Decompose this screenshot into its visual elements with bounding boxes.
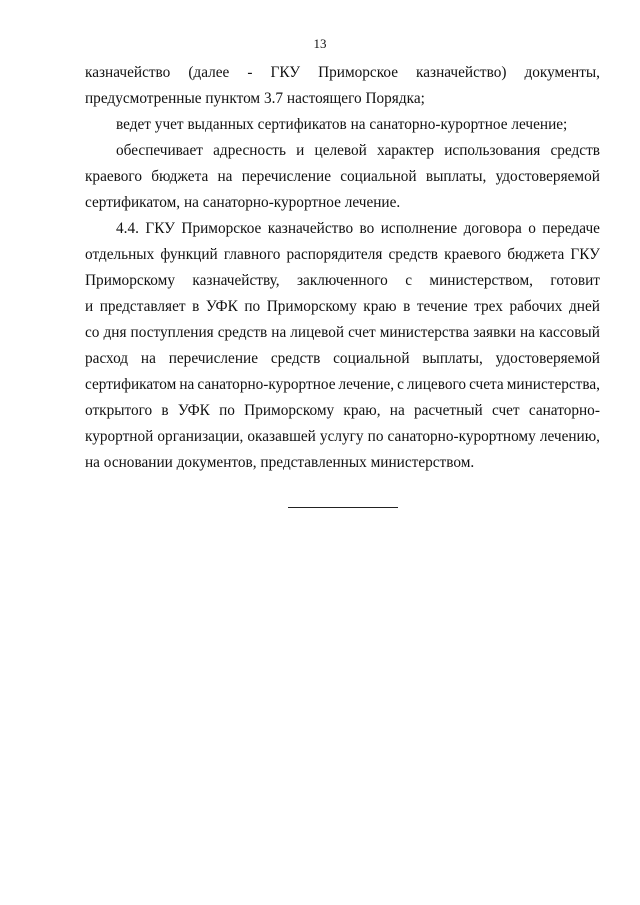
text-line: расход на перечисление средств социальной выплаты, удостоверяемой	[85, 350, 600, 367]
text-line: краевого бюджета на перечисление социальной выплаты, удостоверяемой	[85, 168, 600, 185]
paragraph-first-line: ведет учет выданных сертификатов на санаторно-курортное лечение;	[116, 116, 568, 133]
paragraph-first-line: 4.4. ГКУ Приморское казначейство во исполнение договора о передаче	[116, 220, 600, 237]
text-line: Приморскому казначейству, заключенного с министерством, готовит	[85, 272, 600, 289]
text-line: казначейство (далее - ГКУ Приморское казначейство) документы,	[85, 64, 600, 81]
end-separator-line	[288, 507, 398, 508]
paragraph-first-line: обеспечивает адресность и целевой характер использования средств	[116, 142, 600, 159]
text-line: сертификатом, на санаторно-курортное лечение.	[85, 194, 401, 211]
text-line: предусмотренные пунктом 3.7 настоящего Порядка;	[85, 90, 425, 107]
text-line: и представляет в УФК по Приморскому краю в течение трех рабочих дней	[85, 298, 600, 315]
text-line: на основании документов, представленных министерством.	[85, 454, 475, 471]
text-line: курортной организации, оказавшей услугу по санаторно-курортному лечению,	[85, 428, 600, 445]
text-line: отдельных функций главного распорядителя средств краевого бюджета ГКУ	[85, 246, 600, 263]
text-line: открытого в УФК по Приморскому краю, на расчетный счет санаторно-	[85, 402, 600, 419]
document-body	[85, 60, 600, 476]
text-line: со дня поступления средств на лицевой счет министерства заявки на кассовый	[85, 324, 600, 341]
text-line: сертификатом на санаторно-курортное лечение, с лицевого счета министерства,	[85, 376, 600, 393]
page-number: 13	[313, 36, 327, 51]
